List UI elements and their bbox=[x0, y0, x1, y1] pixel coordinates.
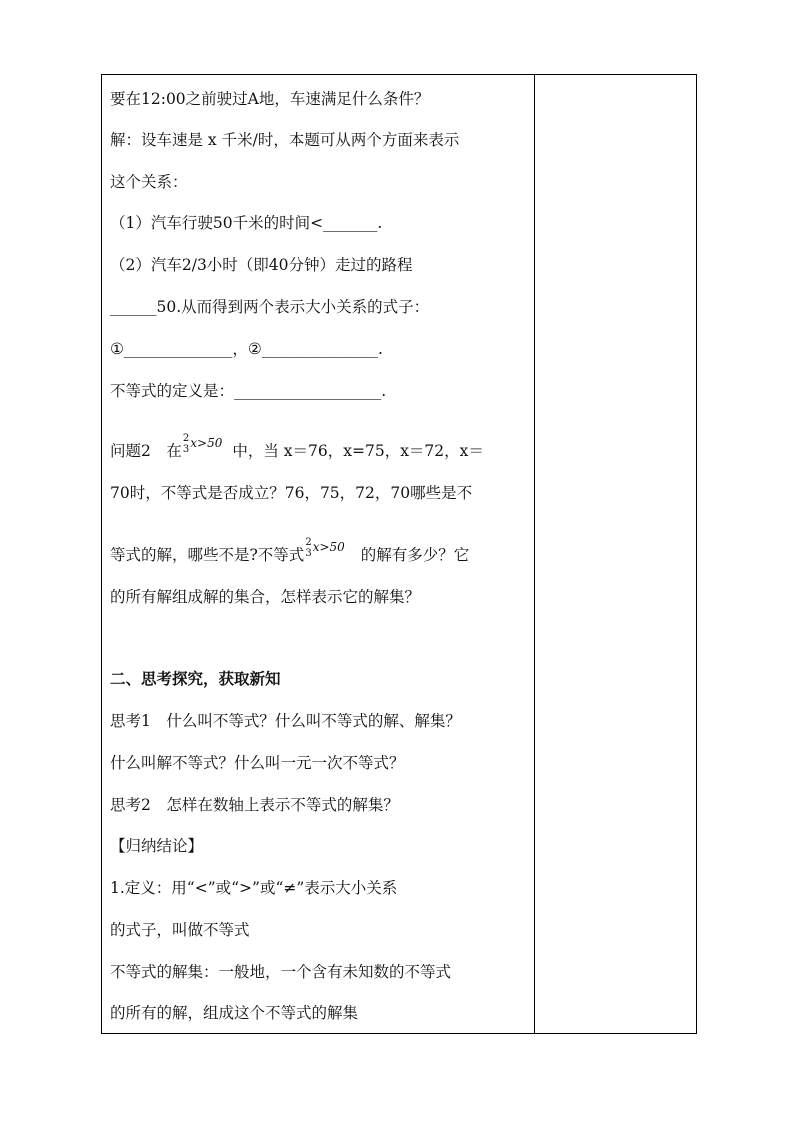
text-line-6: ______50.从而得到两个表示大小关系的式子： bbox=[110, 298, 430, 316]
text-line-3: 这个关系： bbox=[110, 173, 188, 191]
text-line-12: 的所有解组成解的集合，怎样表示它的解集？ bbox=[110, 588, 421, 606]
fraction-2-3: 2 3 bbox=[182, 433, 190, 455]
text-line-14: 什么叫解不等式？什么叫一元一次不等式？ bbox=[110, 754, 405, 772]
text-line-7: ①______________，②_______________. bbox=[110, 340, 383, 358]
text-line-9 bbox=[110, 433, 484, 463]
text-line-11-a: 等式的解，哪些不是?不等式 bbox=[110, 546, 305, 564]
text-line-15: 思考2 怎样在数轴上表示不等式的解集？ bbox=[110, 796, 399, 814]
formula-rest-b: x>50 bbox=[312, 540, 345, 554]
text-line-11 bbox=[110, 537, 470, 567]
text-line-16: 【归纳结论】 bbox=[110, 837, 204, 855]
text-line-8: 不等式的定义是：___________________. bbox=[110, 382, 387, 400]
section-heading: 二、思考探究，获取新知 bbox=[110, 669, 281, 688]
text-line-18: 的式子，叫做不等式 bbox=[110, 921, 250, 939]
text-line-11-b: 的解有多少？它 bbox=[360, 546, 470, 564]
text-line-1: 要在12:00之前驶过A地，车速满足什么条件？ bbox=[110, 90, 430, 108]
text-line-4: （1）汽车行驶50千米的时间<_______. bbox=[110, 214, 383, 232]
question-2-text: 中，当 x＝76，x=75，x＝72，x＝ bbox=[232, 442, 484, 460]
text-line-10: 70时，不等式是否成立？76，75，72，70哪些是不 bbox=[110, 484, 473, 502]
lesson-table bbox=[101, 74, 697, 1034]
text-line-17: 1.定义：用“<”或“>”或“≠”表示大小关系 bbox=[110, 879, 398, 897]
text-line-2: 解：设车速是 x 千米/时，本题可从两个方面来表示 bbox=[110, 131, 460, 149]
column-divider bbox=[534, 75, 535, 1033]
text-line-5: （2）汽车2/3小时（即40分钟）走过的路程 bbox=[110, 256, 413, 274]
text-line-20: 的所有的解，组成这个不等式的解集 bbox=[110, 1004, 359, 1022]
formula-rest: x>50 bbox=[190, 436, 223, 450]
text-line-13: 思考1 什么叫不等式？什么叫不等式的解、解集？ bbox=[110, 712, 461, 730]
text-line-19: 不等式的解集：一般地，一个含有未知数的不等式 bbox=[110, 963, 452, 981]
question-2-label: 问题2 在 bbox=[110, 442, 182, 460]
fraction-2-3-b: 2 3 bbox=[305, 537, 312, 559]
